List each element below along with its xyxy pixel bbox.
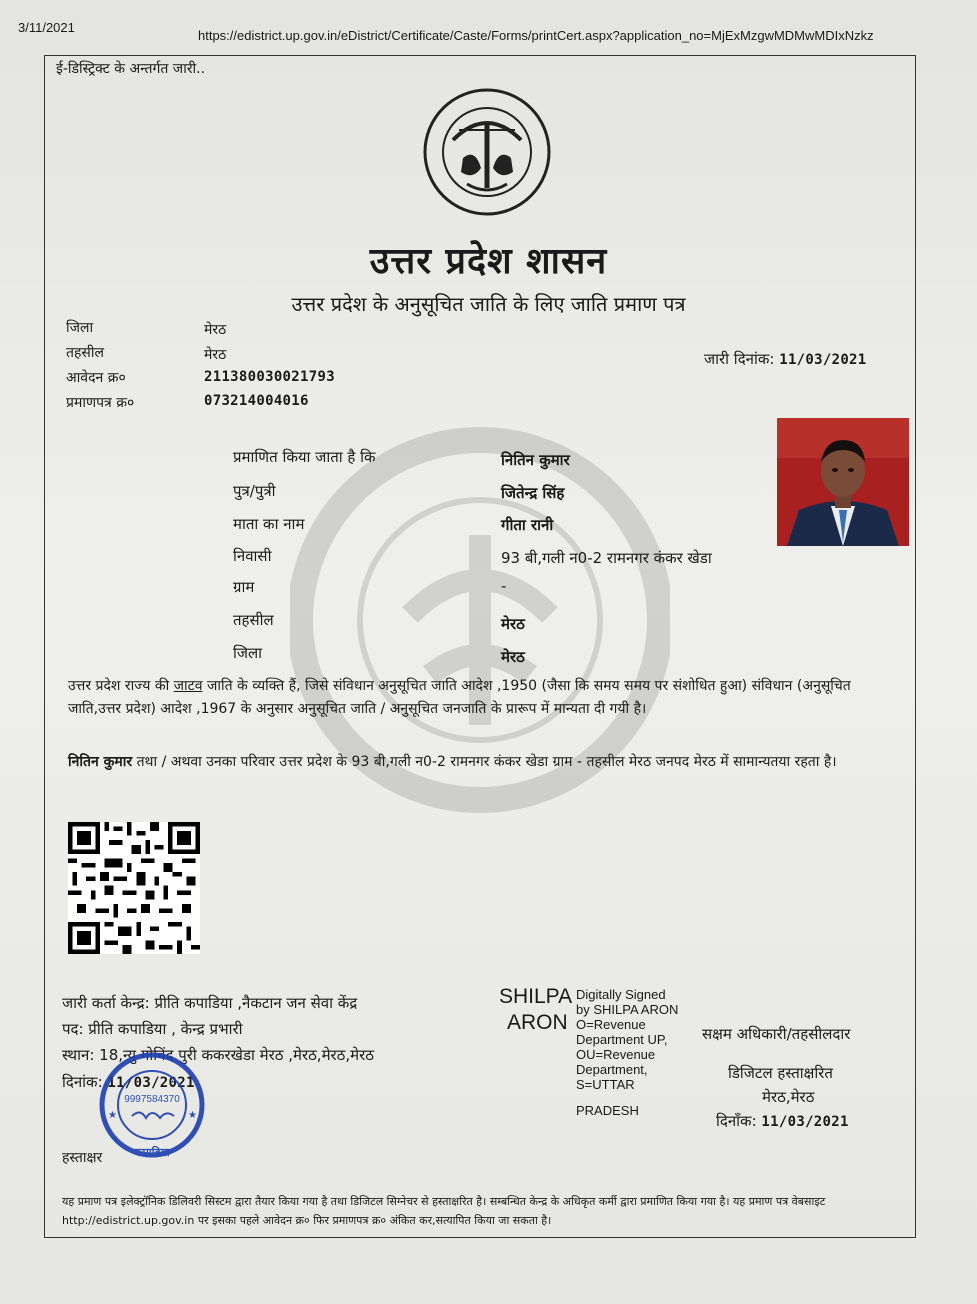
officer-date	[716, 1111, 849, 1131]
svg-text:★: ★	[108, 1110, 117, 1121]
print-url: https://edistrict.up.gov.in/eDistrict/Certificate/Caste/Forms/printCert.aspx?application_no=MjExMzgwMDMwMDIxNzkz	[198, 28, 874, 43]
field-value-mother: गीता रानी	[501, 516, 554, 534]
field-value-district: मेरठ	[501, 648, 525, 666]
issued-under-text: ई-डिस्ट्रिक्ट के अन्तर्गत जारी..	[56, 61, 206, 77]
seal-number: 9997584370	[124, 1094, 180, 1105]
issuing-place: स्थान: 18,न्यु गोविंद पुरी ककरखेडा मेरठ ,मेरठ,मेरठ,मेरठ	[62, 1046, 374, 1064]
residence-statement-name: नितिन कुमार	[68, 754, 133, 770]
field-label-village: ग्राम	[233, 578, 255, 596]
digital-sign-line4: Department UP,	[576, 1032, 668, 1047]
meta-value-certificate-no: 073214004016	[204, 393, 309, 409]
officer-title: सक्षम अधिकारी/तहसीलदार	[702, 1025, 851, 1043]
meta-value-district: मेरठ	[204, 322, 227, 338]
seal-text: कपाडिया	[134, 1146, 170, 1159]
caste-statement-pre: उत्तर प्रदेश राज्य की	[68, 678, 174, 694]
field-value-name: नितिन कुमार	[501, 451, 570, 469]
residence-statement-text: तथा / अथवा उनका परिवार उत्तर प्रदेश के 93 बी,गली न0-2 रामनगर कंकर खेडा ग्राम - तहसील मेरठ जनपद मेरठ में सामान्यतया रहता है।	[132, 754, 837, 770]
issuing-date-label: दिनांक:	[62, 1073, 103, 1091]
issue-date-label: जारी दिनांक:	[704, 350, 775, 368]
meta-label-application-no: आवेदन क्र०	[66, 370, 126, 386]
applicant-photo	[777, 418, 909, 546]
digital-sign-line3: O=Revenue	[576, 1017, 646, 1032]
footer-note: यह प्रमाण पत्र इलेक्ट्रॉनिक डिलिवरी सिस्टम द्वारा तैयार किया गया है तथा डिजिटल सिग्नेचर से हस्ताक्षरित है। सम्बन्धित केन्द्र के अधिकृत कर्मी द्वारा प्रमाणित किया गया है। यह प्रमाण पत्र वेबसाइट http://edistrict.up.gov.in पर इसका पहले आवेदन क्र० फिर प्रमाणपत्र क्र० अंकित कर,सत्यापित किया जा सकता है।	[62, 1195, 826, 1227]
issuing-post: पद: प्रीति कपाडिया , केन्द्र प्रभारी	[62, 1020, 243, 1038]
center-seal-stamp-icon	[64, 1050, 232, 1162]
officer-date-value: 11/03/2021	[761, 1114, 849, 1130]
digital-sign-line7: S=UTTAR	[576, 1077, 635, 1092]
up-government-emblem-icon	[423, 88, 551, 216]
government-title: उत्तर प्रदेश शासन	[369, 240, 608, 282]
officer-digital-signed: डिजिटल हस्ताक्षरित	[728, 1064, 833, 1082]
meta-label-district: जिला	[66, 320, 94, 336]
digital-sign-name-last: ARON	[507, 1011, 568, 1034]
issue-date-value: 11/03/2021	[779, 352, 867, 368]
officer-date-label: दिनाँक:	[716, 1112, 757, 1130]
issuing-date-value: 11/03/2021	[107, 1075, 195, 1091]
field-label-district: जिला	[233, 644, 263, 662]
svg-text:★: ★	[188, 1110, 197, 1121]
meta-value-application-no: 211380030021793	[204, 369, 335, 385]
field-label-resident: निवासी	[233, 547, 272, 565]
digital-sign-line1: Digitally Signed	[576, 987, 666, 1002]
field-label-mother: माता का नाम	[233, 515, 305, 533]
caste-statement-post: जाति के व्यक्ति हैं, जिसे संविधान अनुसूचित जाति आदेश ,1950 (जैसा कि समय समय पर संशोधित हुआ) संविधान (अनुसूचित जाति,उत्तर प्रदेश) आदेश ,1967 के अनुसार अनुसूचित जाति / अनुसूचित जनजाति के प्रारूप में मान्यता दी गयी है।	[68, 678, 851, 717]
digital-sign-line8: PRADESH	[576, 1103, 639, 1118]
field-label-certified-that: प्रमाणित किया जाता है कि	[233, 448, 376, 466]
caste-statement-paragraph	[68, 675, 908, 721]
caste-name: जाटव	[173, 678, 203, 694]
certificate-title: उत्तर प्रदेश के अनुसूचित जाति के लिए जाति प्रमाण पत्र	[291, 292, 686, 316]
field-value-resident: 93 बी,गली न0-2 रामनगर कंकर खेडा	[501, 549, 712, 567]
digital-sign-line6: Department,	[576, 1062, 648, 1077]
field-value-father: जितेन्द्र सिंह	[501, 484, 565, 502]
digital-sign-line5: OU=Revenue	[576, 1047, 656, 1062]
issue-date	[704, 349, 867, 369]
digital-sign-name-first: SHILPA	[499, 985, 573, 1008]
qr-code	[66, 822, 202, 954]
officer-place: मेरठ,मेरठ	[762, 1088, 815, 1106]
meta-value-tehsil: मेरठ	[204, 347, 227, 363]
residence-statement-paragraph	[68, 751, 908, 774]
digital-sign-line2: by SHILPA ARON	[576, 1002, 679, 1017]
issuing-center: जारी कर्ता केन्द्र: प्रीति कपाडिया ,नैकटान जन सेवा केंद्र	[62, 994, 358, 1012]
meta-label-certificate-no: प्रमाणपत्र क्र०	[66, 395, 135, 411]
field-label-son-daughter: पुत्र/पुत्री	[233, 482, 276, 500]
meta-label-tehsil: तहसील	[66, 345, 104, 361]
print-date: 3/11/2021	[18, 20, 75, 35]
field-value-village: -	[501, 577, 507, 595]
field-value-tehsil: मेरठ	[501, 615, 525, 633]
field-label-tehsil: तहसील	[233, 611, 274, 629]
issuing-signature-label: हस्ताक्षर	[62, 1150, 103, 1166]
